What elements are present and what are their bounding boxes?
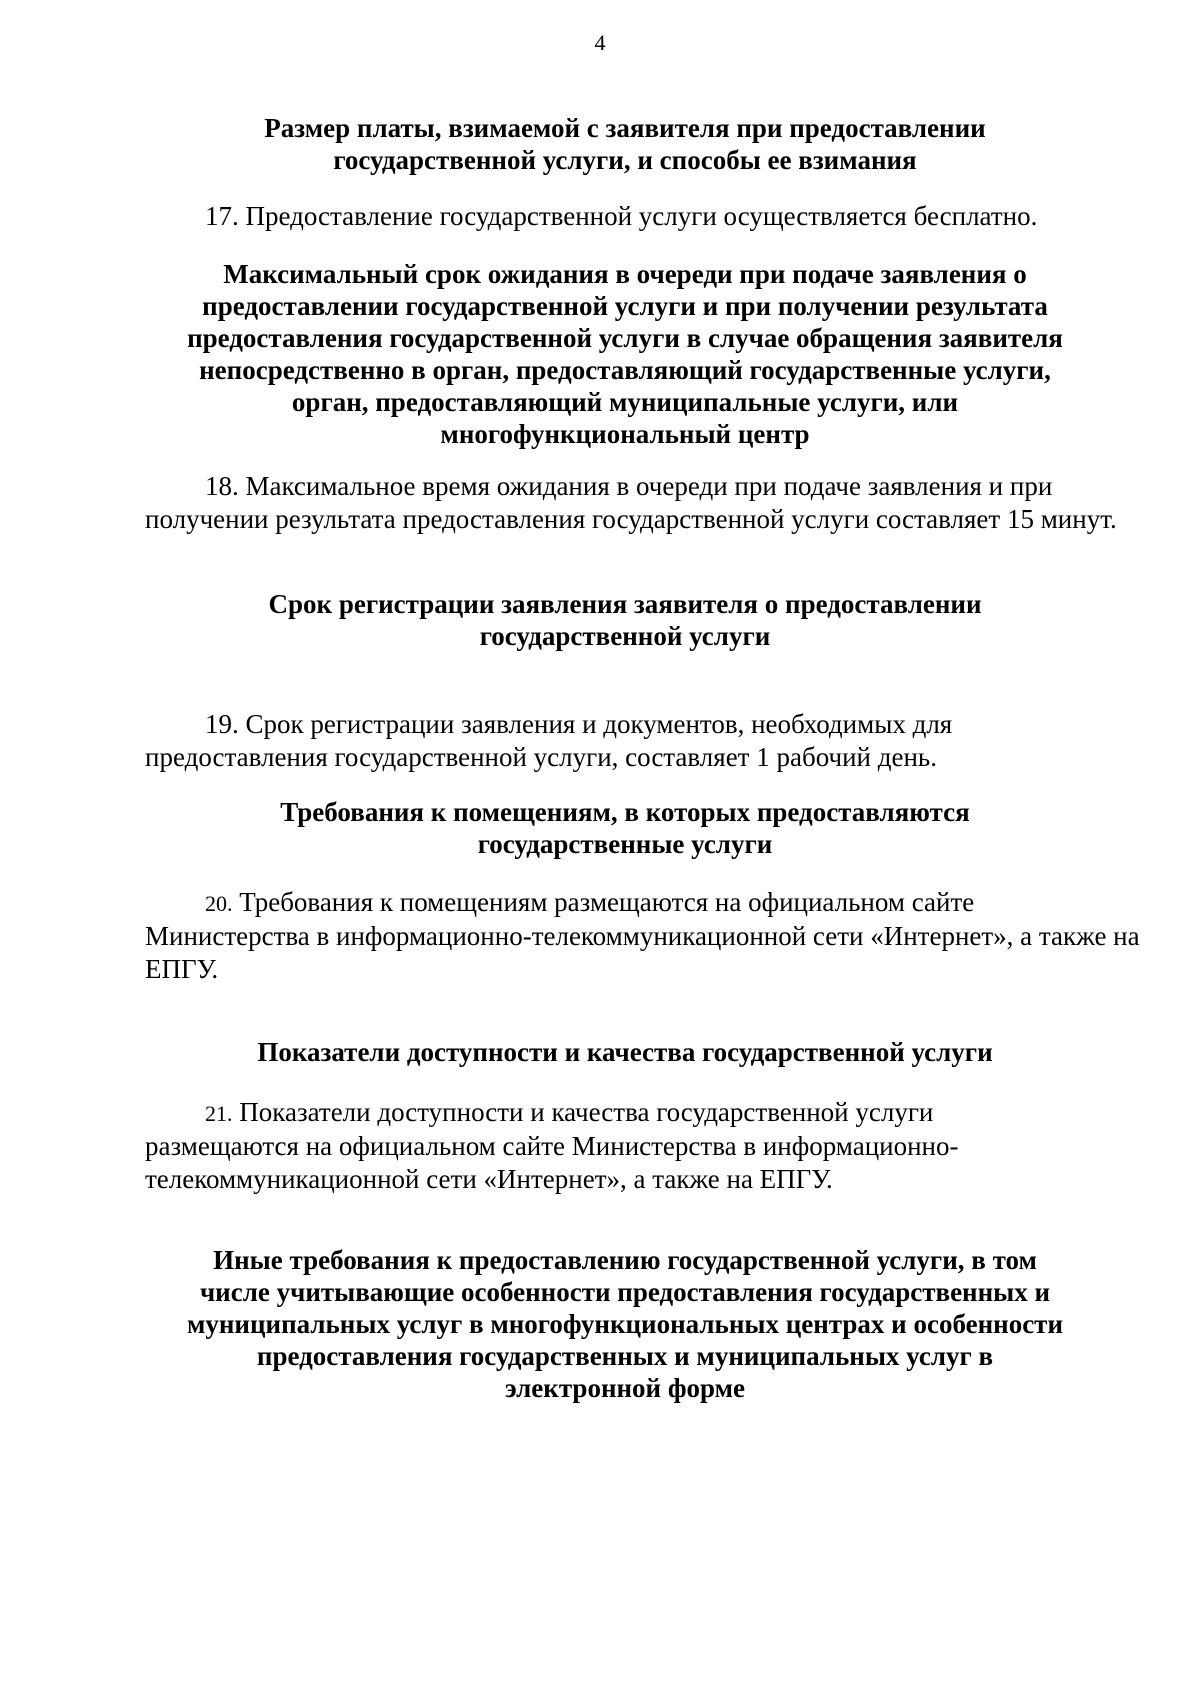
heading-line: муниципальных услуг в многофункциональных центрах и особенности	[186, 1309, 1064, 1339]
section-heading-queue-time	[145, 258, 1105, 450]
paragraph-number: 17.	[205, 201, 239, 231]
heading-line: Требования к помещениям, в которых предоставляются	[280, 797, 970, 827]
heading-line: многофункциональный центр	[440, 419, 810, 449]
section-heading-premises	[145, 796, 1105, 860]
heading-line: Показатели доступности и качества государственной услуги	[257, 1037, 993, 1067]
heading-line: Максимальный срок ожидания в очереди при подаче заявления о	[223, 259, 1027, 289]
paragraph-line: размещаются на официальном сайте Министерства в информационно-	[145, 1131, 959, 1161]
heading-line: Иные требования к предоставлению государственной услуги, в том	[213, 1245, 1037, 1275]
heading-line: электронной форме	[504, 1373, 746, 1403]
paragraph-number: 18.	[205, 471, 239, 501]
paragraph-line: 21. Показатели доступности и качества государственной услуги	[205, 1097, 934, 1127]
heading-line: государственные услуги	[477, 829, 773, 859]
paragraph-line: получении результата предоставления государственной услуги составляет 15 минут.	[145, 504, 1117, 534]
paragraph-line: телекоммуникационной сети «Интернет», а также на ЕПГУ.	[145, 1164, 833, 1194]
paragraph-number: 19.	[205, 709, 239, 739]
heading-line: предоставления государственных и муниципальных услуг в	[256, 1341, 994, 1371]
paragraph-20	[145, 886, 1140, 986]
section-heading-registration	[145, 588, 1105, 652]
paragraph-19	[145, 708, 1095, 774]
heading-line: предоставления государственной услуги в случае обращения заявителя	[187, 323, 1063, 353]
paragraph-line: ЕПГУ.	[145, 954, 219, 984]
paragraph-line: 18. Максимальное время ожидания в очереди при подаче заявления и при	[205, 471, 1053, 501]
section-heading-fee	[145, 112, 1105, 176]
section-heading-accessibility	[145, 1036, 1105, 1068]
heading-line: Размер платы, взимаемой с заявителя при предоставлении	[264, 113, 986, 143]
paragraph-17	[145, 200, 1095, 233]
paragraph-line: предоставления государственной услуги, составляет 1 рабочий день.	[145, 742, 937, 772]
paragraph-line: 20. Требования к помещениям размещаются на официальном сайте	[205, 887, 975, 917]
heading-line: числе учитывающие особенности предоставления государственных и	[199, 1277, 1051, 1307]
paragraph-number: 20.	[205, 891, 233, 916]
paragraph-number: 21.	[205, 1101, 233, 1126]
paragraph-line: 19. Срок регистрации заявления и документов, необходимых для	[205, 709, 953, 739]
paragraph-line: 17. Предоставление государственной услуги осуществляется бесплатно.	[205, 201, 1038, 231]
heading-line: предоставлении государственной услуги и при получении результата	[202, 291, 1048, 321]
paragraph-line: Министерства в информационно-телекоммуникационной сети «Интернет», а также на	[145, 921, 1140, 951]
heading-line: орган, предоставляющий муниципальные услуги, или	[291, 387, 959, 417]
page-number: 4	[594, 30, 606, 55]
paragraph-21	[145, 1096, 1095, 1196]
heading-line: непосредственно в орган, предоставляющий государственные услуги,	[199, 355, 1051, 385]
section-heading-other-requirements	[145, 1244, 1105, 1404]
heading-line: государственной услуги, и способы ее взимания	[333, 145, 917, 175]
heading-line: Срок регистрации заявления заявителя о предоставлении	[268, 589, 982, 619]
heading-line: государственной услуги	[479, 621, 771, 651]
paragraph-18	[145, 470, 1117, 536]
